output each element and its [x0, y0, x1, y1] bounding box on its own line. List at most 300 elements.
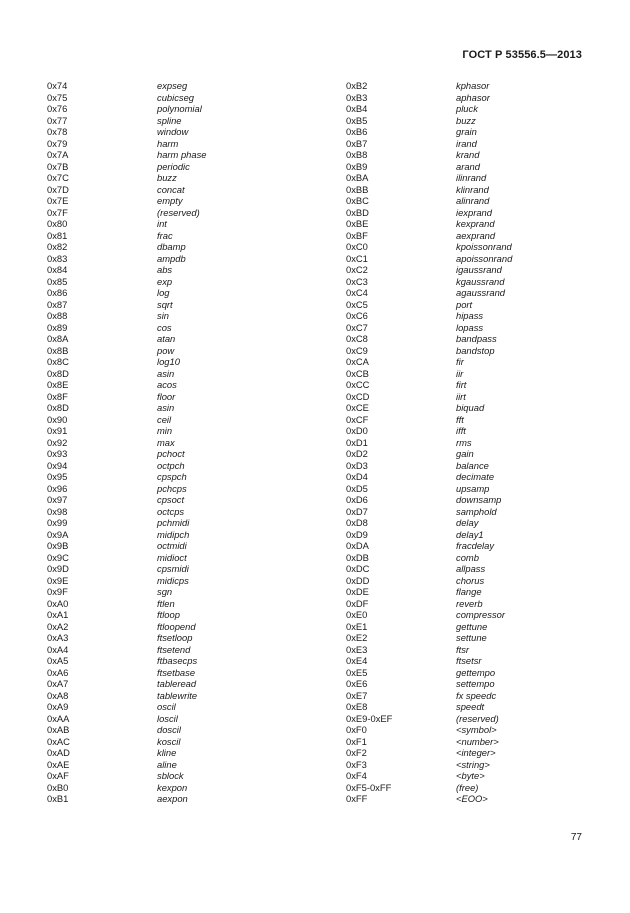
table-row: [346, 391, 630, 403]
table-row: [47, 460, 347, 472]
table-row: [346, 655, 630, 667]
table-row: [346, 310, 630, 322]
table-row: [346, 736, 630, 748]
token-code: 0xF2: [346, 747, 367, 758]
token-code: 0x96: [47, 482, 68, 494]
table-row: [346, 287, 630, 299]
table-row: [346, 678, 630, 690]
table-row: [47, 345, 347, 357]
token-code: 0xB9: [346, 160, 368, 172]
token-name: ftloop: [157, 609, 180, 620]
token-name: apoissonrand: [456, 252, 513, 264]
token-code: 0xA2: [47, 620, 69, 632]
token-code: 0xAD: [47, 747, 70, 758]
table-row: [47, 402, 347, 414]
token-name: klinrand: [456, 183, 489, 195]
token-code: 0x83: [47, 252, 68, 264]
token-name: iexprand: [456, 206, 492, 218]
token-name: window: [157, 126, 189, 137]
token-name: pluck: [456, 103, 478, 114]
token-name: settune: [456, 632, 487, 643]
token-name: max: [157, 436, 175, 448]
token-code: 0xE7: [346, 689, 368, 701]
token-name: log: [157, 287, 170, 298]
token-code: 0xA8: [47, 689, 69, 701]
token-code: 0xB6: [346, 126, 368, 137]
token-name: buzz: [456, 114, 476, 126]
table-row: [346, 230, 630, 242]
token-name: upsamp: [456, 482, 490, 494]
table-row: [47, 126, 347, 138]
token-code: 0x7E: [47, 195, 69, 206]
token-code: 0x89: [47, 321, 68, 333]
token-code: 0x8B: [47, 344, 69, 356]
token-name: decimate: [456, 471, 495, 482]
table-row: [47, 517, 347, 529]
token-code: 0xF0: [346, 724, 367, 735]
token-code: 0xA6: [47, 666, 69, 678]
token-name: igaussrand: [456, 264, 502, 275]
token-code: 0xE2: [346, 632, 368, 643]
table-row: [47, 207, 347, 219]
token-name: asin: [157, 367, 175, 379]
token-code: 0x7A: [47, 149, 69, 160]
token-code: 0xC8: [346, 333, 368, 344]
token-name: <EOO>: [456, 793, 488, 804]
token-name: <string>: [456, 758, 490, 770]
token-name: fracdelay: [456, 540, 495, 551]
token-code: 0x8D: [47, 367, 69, 379]
token-code: 0xE5: [346, 666, 368, 678]
table-row: [346, 690, 630, 702]
token-code: 0xD1: [346, 436, 368, 448]
table-row: [47, 80, 347, 92]
table-row: [346, 264, 630, 276]
table-row: [346, 529, 630, 541]
token-code: 0xBA: [346, 172, 369, 183]
token-code: 0x80: [47, 218, 68, 229]
token-name: port: [456, 298, 473, 310]
table-row: [346, 747, 630, 759]
token-name: periodic: [157, 160, 190, 172]
token-code: 0x76: [47, 103, 68, 114]
token-code: 0x8A: [47, 333, 69, 344]
token-code: 0x9A: [47, 528, 69, 540]
token-name: bandpass: [456, 333, 497, 344]
token-name: harm phase: [157, 149, 207, 160]
token-name: samphold: [456, 505, 497, 517]
table-row: [346, 402, 630, 414]
token-name: alinrand: [456, 195, 490, 206]
table-row: [47, 414, 347, 426]
token-code: 0x84: [47, 264, 68, 275]
token-code: 0xCE: [346, 402, 369, 413]
token-code: 0xDE: [346, 586, 369, 597]
token-name: pow: [157, 344, 175, 356]
token-name: fx speedc: [456, 689, 497, 701]
token-code: 0xC7: [346, 321, 368, 333]
table-row: [47, 782, 347, 794]
token-name: int: [157, 218, 167, 229]
document-header: ГОСТ Р 53556.5—2013: [462, 49, 582, 61]
token-code: 0xC3: [346, 275, 368, 287]
token-name: <byte>: [456, 770, 485, 781]
table-row: [346, 644, 630, 656]
table-row: [47, 713, 347, 725]
token-code: 0xE9-0xEF: [346, 712, 393, 724]
table-row: [47, 471, 347, 483]
table-row: [346, 103, 630, 115]
token-name: log10: [157, 356, 180, 367]
token-code: 0xCC: [346, 379, 370, 390]
token-name: cpspch: [157, 471, 187, 482]
table-row: [47, 287, 347, 299]
table-row: [346, 253, 630, 265]
token-name: flange: [456, 586, 482, 597]
token-code: 0x8F: [47, 390, 68, 402]
token-code: 0xA4: [47, 643, 69, 655]
token-name: sblock: [157, 770, 184, 781]
token-name: comb: [456, 551, 479, 563]
table-row: [346, 80, 630, 92]
token-name: gain: [456, 448, 474, 459]
token-name: expseg: [157, 80, 188, 91]
table-row: [47, 299, 347, 311]
token-name: ftsetend: [157, 643, 191, 655]
table-row: [47, 138, 347, 150]
token-code: 0xCA: [346, 356, 369, 367]
token-name: abs: [157, 264, 173, 275]
token-name: midipch: [157, 528, 190, 540]
token-name: <number>: [456, 735, 499, 747]
table-row: [47, 575, 347, 587]
token-code: 0xC1: [346, 252, 368, 264]
token-code: 0x82: [47, 241, 68, 252]
token-code: 0xD8: [346, 517, 368, 528]
token-name: agaussrand: [456, 287, 505, 298]
table-row: [47, 540, 347, 552]
token-code: 0x99: [47, 517, 68, 528]
table-row: [346, 414, 630, 426]
token-name: ftlen: [157, 597, 175, 609]
token-name: ilinrand: [456, 172, 487, 183]
token-code: 0xC5: [346, 298, 368, 310]
table-row: [346, 149, 630, 161]
token-name: ampdb: [157, 252, 186, 264]
token-name: lopass: [456, 321, 484, 333]
token-name: concat: [157, 183, 185, 195]
token-code: 0x94: [47, 459, 68, 471]
table-row: [47, 333, 347, 345]
table-row: [346, 506, 630, 518]
token-name: octmidi: [157, 540, 187, 551]
token-name: delay1: [456, 528, 484, 540]
token-name: sqrt: [157, 298, 173, 310]
token-code: 0xB5: [346, 114, 368, 126]
table-row: [346, 345, 630, 357]
token-name: biquad: [456, 402, 485, 413]
table-row: [346, 379, 630, 391]
token-code: 0xB7: [346, 137, 368, 149]
token-code: 0x78: [47, 126, 68, 137]
token-name: allpass: [456, 563, 486, 574]
token-code: 0xF3: [346, 758, 367, 770]
token-name: grain: [456, 126, 477, 137]
token-name: exp: [157, 275, 173, 287]
table-row: [346, 368, 630, 380]
token-code: 0x8D: [47, 402, 69, 413]
token-name: cos: [157, 321, 172, 333]
token-code: 0x91: [47, 425, 68, 436]
table-row: [47, 172, 347, 184]
table-row: [346, 460, 630, 472]
table-row: [47, 759, 347, 771]
table-row: [47, 563, 347, 575]
token-name: polynomial: [157, 103, 202, 114]
table-row: [346, 184, 630, 196]
table-row: [47, 425, 347, 437]
table-row: [346, 92, 630, 104]
table-row: [346, 759, 630, 771]
token-name: krand: [456, 149, 480, 160]
token-name: spline: [157, 114, 182, 126]
token-code: 0xDF: [346, 597, 369, 609]
token-name: fir: [456, 356, 464, 367]
token-name: pchmidi: [157, 517, 190, 528]
token-code: 0xD3: [346, 459, 368, 471]
token-name: chorus: [456, 574, 485, 586]
token-name: octpch: [157, 459, 185, 471]
token-code: 0xE0: [346, 609, 368, 620]
token-column-right: [346, 80, 630, 805]
token-name: harm: [157, 137, 179, 149]
table-row: [47, 494, 347, 506]
table-row: [47, 230, 347, 242]
token-name: ftsr: [456, 643, 470, 655]
token-code: 0xD2: [346, 448, 368, 459]
token-code: 0xC9: [346, 344, 368, 356]
token-name: ftsetbase: [157, 666, 196, 678]
token-code: 0xAF: [47, 770, 69, 781]
table-row: [47, 149, 347, 161]
token-code: 0x9C: [47, 551, 69, 563]
token-code: 0xA9: [47, 701, 69, 712]
table-row: [346, 517, 630, 529]
token-code: 0x81: [47, 229, 68, 241]
token-code: 0x85: [47, 275, 68, 287]
token-code: 0xF1: [346, 735, 367, 747]
token-name: gettempo: [456, 666, 496, 678]
token-name: tableread: [157, 678, 197, 689]
token-code: 0xD0: [346, 425, 368, 436]
token-name: kgaussrand: [456, 275, 505, 287]
table-row: [346, 540, 630, 552]
table-row: [47, 586, 347, 598]
token-code: 0x9B: [47, 540, 69, 551]
token-code: 0x9E: [47, 574, 69, 586]
table-row: [346, 126, 630, 138]
table-row: [346, 563, 630, 575]
table-row: [47, 736, 347, 748]
token-name: iirt: [456, 390, 466, 402]
table-row: [346, 713, 630, 725]
table-row: [346, 701, 630, 713]
table-row: [47, 218, 347, 230]
token-code: 0xBF: [346, 229, 368, 241]
token-code: 0xC2: [346, 264, 368, 275]
table-row: [47, 609, 347, 621]
token-column-left: [47, 80, 347, 805]
token-name: floor: [157, 390, 176, 402]
token-code: 0xE8: [346, 701, 368, 712]
token-code: 0xD7: [346, 505, 368, 517]
token-name: sgn: [157, 586, 173, 597]
token-name: tablewrite: [157, 689, 198, 701]
token-code: 0x90: [47, 413, 68, 425]
table-row: [47, 161, 347, 173]
token-code: 0xD5: [346, 482, 368, 494]
token-name: dbamp: [157, 241, 186, 252]
token-name: gettune: [456, 620, 488, 632]
token-code: 0xFF: [346, 793, 368, 804]
token-code: 0x88: [47, 310, 68, 321]
token-code: 0x93: [47, 448, 68, 459]
token-code: 0xD9: [346, 528, 368, 540]
table-row: [47, 644, 347, 656]
token-code: 0x77: [47, 114, 68, 126]
table-row: [346, 356, 630, 368]
table-row: [47, 770, 347, 782]
token-name: buzz: [157, 172, 177, 183]
token-name: hipass: [456, 310, 484, 321]
table-row: [346, 770, 630, 782]
table-row: [346, 241, 630, 253]
table-row: [47, 92, 347, 104]
table-row: [346, 299, 630, 311]
token-code: 0xBD: [346, 206, 369, 218]
token-name: frac: [157, 229, 173, 241]
token-code: 0xB0: [47, 781, 69, 793]
token-code: 0x7B: [47, 160, 69, 172]
token-name: aexpon: [157, 793, 188, 804]
token-name: midicps: [157, 574, 189, 586]
table-row: [47, 621, 347, 633]
table-row: [346, 483, 630, 495]
table-row: [47, 552, 347, 564]
token-code: 0xB1: [47, 793, 69, 804]
token-name: kphasor: [456, 80, 490, 91]
token-name: cpsoct: [157, 494, 185, 505]
token-code: 0x9D: [47, 563, 69, 574]
token-name: loscil: [157, 712, 178, 724]
token-name: kexpon: [157, 781, 188, 793]
token-name: settempo: [456, 678, 495, 689]
table-row: [346, 172, 630, 184]
token-name: irand: [456, 137, 477, 149]
table-row: [47, 437, 347, 449]
token-code: 0x97: [47, 494, 68, 505]
token-name: ftsetloop: [157, 632, 193, 643]
token-name: empty: [157, 195, 183, 206]
token-code: 0xBB: [346, 183, 369, 195]
token-code: 0xA3: [47, 632, 69, 643]
table-row: [346, 575, 630, 587]
token-name: firt: [456, 379, 467, 390]
token-code: 0xB4: [346, 103, 368, 114]
table-row: [346, 598, 630, 610]
token-name: ftloopend: [157, 620, 196, 632]
table-row: [47, 368, 347, 380]
token-code: 0x75: [47, 91, 68, 103]
table-row: [346, 276, 630, 288]
token-code: 0xF4: [346, 770, 367, 781]
token-name: oscil: [157, 701, 176, 712]
token-code: 0xDA: [346, 540, 369, 551]
table-row: [47, 264, 347, 276]
table-row: [346, 195, 630, 207]
token-code: 0xE4: [346, 655, 368, 666]
token-code: 0xC6: [346, 310, 368, 321]
token-name: asin: [157, 402, 175, 413]
token-code: 0xAB: [47, 724, 70, 735]
table-row: [47, 448, 347, 460]
token-code: 0x79: [47, 137, 68, 149]
table-row: [47, 793, 347, 805]
token-name: (reserved): [157, 206, 200, 218]
token-code: 0x7D: [47, 183, 69, 195]
token-code: 0xC4: [346, 287, 368, 298]
token-name: ifft: [456, 425, 466, 436]
token-name: cpsmidi: [157, 563, 189, 574]
table-row: [346, 218, 630, 230]
table-row: [47, 598, 347, 610]
token-code: 0xCB: [346, 367, 369, 379]
token-code: 0x74: [47, 80, 68, 91]
table-row: [47, 276, 347, 288]
token-name: (free): [456, 781, 479, 793]
token-name: rms: [456, 436, 472, 448]
token-name: iir: [456, 367, 464, 379]
table-row: [47, 356, 347, 368]
table-row: [47, 379, 347, 391]
token-code: 0xA0: [47, 597, 69, 609]
table-row: [346, 667, 630, 679]
table-row: [346, 161, 630, 173]
token-code: 0xDC: [346, 563, 370, 574]
table-row: [47, 184, 347, 196]
table-row: [346, 586, 630, 598]
token-code: 0xB8: [346, 149, 368, 160]
token-name: acos: [157, 379, 177, 390]
token-code: 0xF5-0xFF: [346, 781, 392, 793]
token-name: doscil: [157, 724, 181, 735]
token-code: 0x8C: [47, 356, 69, 367]
token-name: speedt: [456, 701, 485, 712]
token-code: 0xB2: [346, 80, 368, 91]
token-code: 0xCD: [346, 390, 370, 402]
token-name: atan: [157, 333, 176, 344]
token-name: aexprand: [456, 229, 496, 241]
token-name: kexprand: [456, 218, 495, 229]
token-code: 0xAC: [47, 735, 70, 747]
table-row: [47, 701, 347, 713]
token-name: midioct: [157, 551, 187, 563]
table-row: [346, 437, 630, 449]
table-row: [47, 310, 347, 322]
token-name: kline: [157, 747, 177, 758]
token-code: 0xC0: [346, 241, 368, 252]
token-code: 0xD6: [346, 494, 368, 505]
